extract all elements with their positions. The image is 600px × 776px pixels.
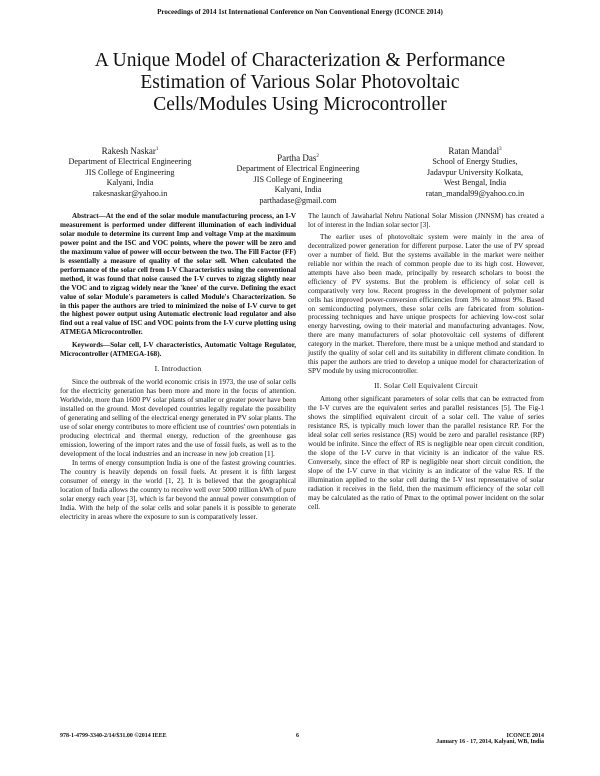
author-3-dept: School of Energy Studies, bbox=[432, 156, 518, 166]
author-3-email: ratan_mandal99@yahoo.co.in bbox=[425, 189, 525, 199]
author-1-inst: JIS College of Engineering bbox=[85, 167, 175, 177]
author-1-email: rakesnaskar@yahoo.in bbox=[92, 189, 168, 199]
footer-conference-date: January 16 - 17, 2014, Kalyani, WB, India bbox=[436, 739, 544, 745]
author-2-dept: Department of Electrical Engineering bbox=[236, 163, 360, 173]
footer-conference-name: ICONCE 2014 bbox=[506, 733, 544, 739]
keywords: Keywords—Solar cell, I-V characteristics, Automatic Voltage Regulator, Microcontroller (ATMEGA-168). bbox=[60, 341, 296, 359]
footer-conference bbox=[410, 733, 544, 745]
intro-paragraph-2: In terms of energy consumption India is one of the fastest growing countries. The country is heavily depends on fossil fuels. At present it is fifth largest consumer of energy in the world [1, 2]. It is believed that the geographical location of India allows the country to receive well over 5000 trillion kWh of pure solar energy each year [3], which is far beyond the annual power consumption of India. With the help of the solar cells and solar panels it is possible to generate electricity in areas where the exposure to sun is comparatively lesser. bbox=[60, 458, 296, 521]
author-3-sup: 3 bbox=[499, 147, 502, 152]
author-2-name: Partha Das bbox=[277, 153, 317, 163]
footer-copyright: 978-1-4799-3340-2/14/$31.00 ©2014 IEEE bbox=[60, 733, 167, 739]
author-1-sup: 1 bbox=[155, 147, 159, 152]
author-2-inst: JIS College of Engineering bbox=[253, 174, 343, 184]
author-3-place: West Bengal, India bbox=[443, 178, 507, 188]
author-2 bbox=[223, 152, 373, 207]
author-2-sup: 2 bbox=[316, 154, 319, 159]
conference-header: Proceedings of 2014 1st International Conference on Non Conventional Energy (ICONCE 2014) bbox=[157, 8, 443, 16]
section-heading-equivalent-circuit: II. Solar Cell Equivalent Circuit bbox=[374, 381, 478, 391]
title-line-1: A Unique Model of Characterization & Performance bbox=[94, 50, 506, 71]
author-3 bbox=[395, 145, 555, 200]
intro-paragraph-4: The earlier uses of photovoltaic system were mainly in the area of decentralized power generation for different purpose. Later the use of PV spread over a number of field. But the systems available in the market were neither reliable nor within the reach of common people due to its high cost. However, attempts have also been made, principally by research scholars to boost the efficiency of PV systems. But the problem is efficiency of solar cell is comparatively very low. Recent progress in the development of polymer solar cells has improved power-conversion efficiencies from 3% to almost 9%. Based on semiconducting polymers, these solar cells are fabricated from solution-processing techniques and have unique prospects for achieving low-cost solar energy harvesting, owing to their material and manufacturing advantages. Now, there are many manufacturers of solar photovoltaic cell systems of different category in the market. Therefore, there must be a unique method and standard to justify the quality of solar cell and its suitability in different climate condition. In this paper the authors are tried to develop a unique model for characterization of SPV module by using microcontroller. bbox=[308, 232, 544, 376]
author-3-inst: Jadavpur University Kolkata, bbox=[426, 167, 524, 177]
page-number: 6 bbox=[296, 733, 299, 739]
author-2-place: Kalyani, India bbox=[274, 185, 322, 195]
title-line-3: Cells/Modules Using Microcontroller bbox=[153, 94, 447, 115]
author-1 bbox=[55, 145, 205, 200]
left-column bbox=[60, 212, 296, 521]
author-1-dept: Department of Electrical Engineering bbox=[68, 156, 192, 166]
author-2-email: parthadase@gmail.com bbox=[259, 196, 337, 206]
section-heading-introduction: I. Introduction bbox=[154, 364, 202, 374]
author-1-name: Rakesh Naskar bbox=[101, 146, 156, 156]
right-column bbox=[308, 212, 544, 512]
title-line-2: Estimation of Various Solar Photovoltaic bbox=[140, 72, 460, 93]
abstract: Abstract—At the end of the solar module manufacturing process, an I-V measurement is performed under different illumination of each individual solar module to determine its current Imp and voltage Vmp at the maximum power point and the ISC and VOC points, where the power will be zero and the maximum value of power will occur between the two. The Fill Factor (FF) is essentially a measure of quality of the solar sell. When calculated the performance of the solar cell from I-V Characteristics using the conventional method, it was found that noise caused the I-V curves to zigzag slightly near the VOC and to zigzag widely near the 'knee' of the curve. Defining the exact value of solar Module's parameters is called Module's Characterization. So in this paper the authors are tried to minimized the noise of I-V curve to get the highest power output using Automatic electronic load regulator and also find out a real value of ISC and VOC points from the I-V curve plotting using ATMEGA Microcontroller. bbox=[60, 212, 296, 337]
author-3-name: Ratan Mandal bbox=[448, 146, 500, 156]
intro-paragraph-3: The launch of Jawaharlal Nehru National Solar Mission (JNNSM) has created a lot of interest in the Indian solar sector [3]. bbox=[308, 212, 544, 229]
paper-title bbox=[40, 50, 560, 116]
equivalent-circuit-paragraph: Among other significant parameters of solar cells that can be extracted from the I-V curves are the equivalent series and parallel resistances [5]. The Fig-1 shows the simplified equivalent circuit of a solar cell. The value of series resistance RS, is typically much lower than the parallel resistance RP. For the ideal solar cell series resistance (RS) would be zero and parallel resistance (RP) would be infinite. Since the effect of RS is negligible near open circuit condition, the slope of the I-V curve in that vicinity is an indicator of the value RS. Conversely, since the effect of RP is negligible near short circuit condition, the slope of the I-V curve in that vicinity is an indicator of the value RS. If the illumination applied to the solar cell during the I-V test representative of solar radiation it receives in the field, then the maximum efficiency of the solar cell may be calculated as the ratio of Pmax to the optimal power incident on the solar cell. bbox=[308, 395, 544, 511]
author-1-place: Kalyani, India bbox=[106, 178, 154, 188]
intro-paragraph-1: Since the outbreak of the world economic crisis in 1973, the use of solar cells for the electricity generation has been more and more in the focus of attention. Worldwide, more than 1600 PV solar plants of smaller or greater power have been installed on the ground. Most developed countries legally regulate the possibility of generating and selling of the electrical energy generated in PV solar plants. The use of solar energy contributes to more efficient use of countries' own potentials in producing electrical and thermal energy, reduction of the greenhouse gas emission, lowering of the import rates and the use of fossil fuels, as well as to the development of the local industries and an increase in new job creation [1]. bbox=[60, 378, 297, 458]
